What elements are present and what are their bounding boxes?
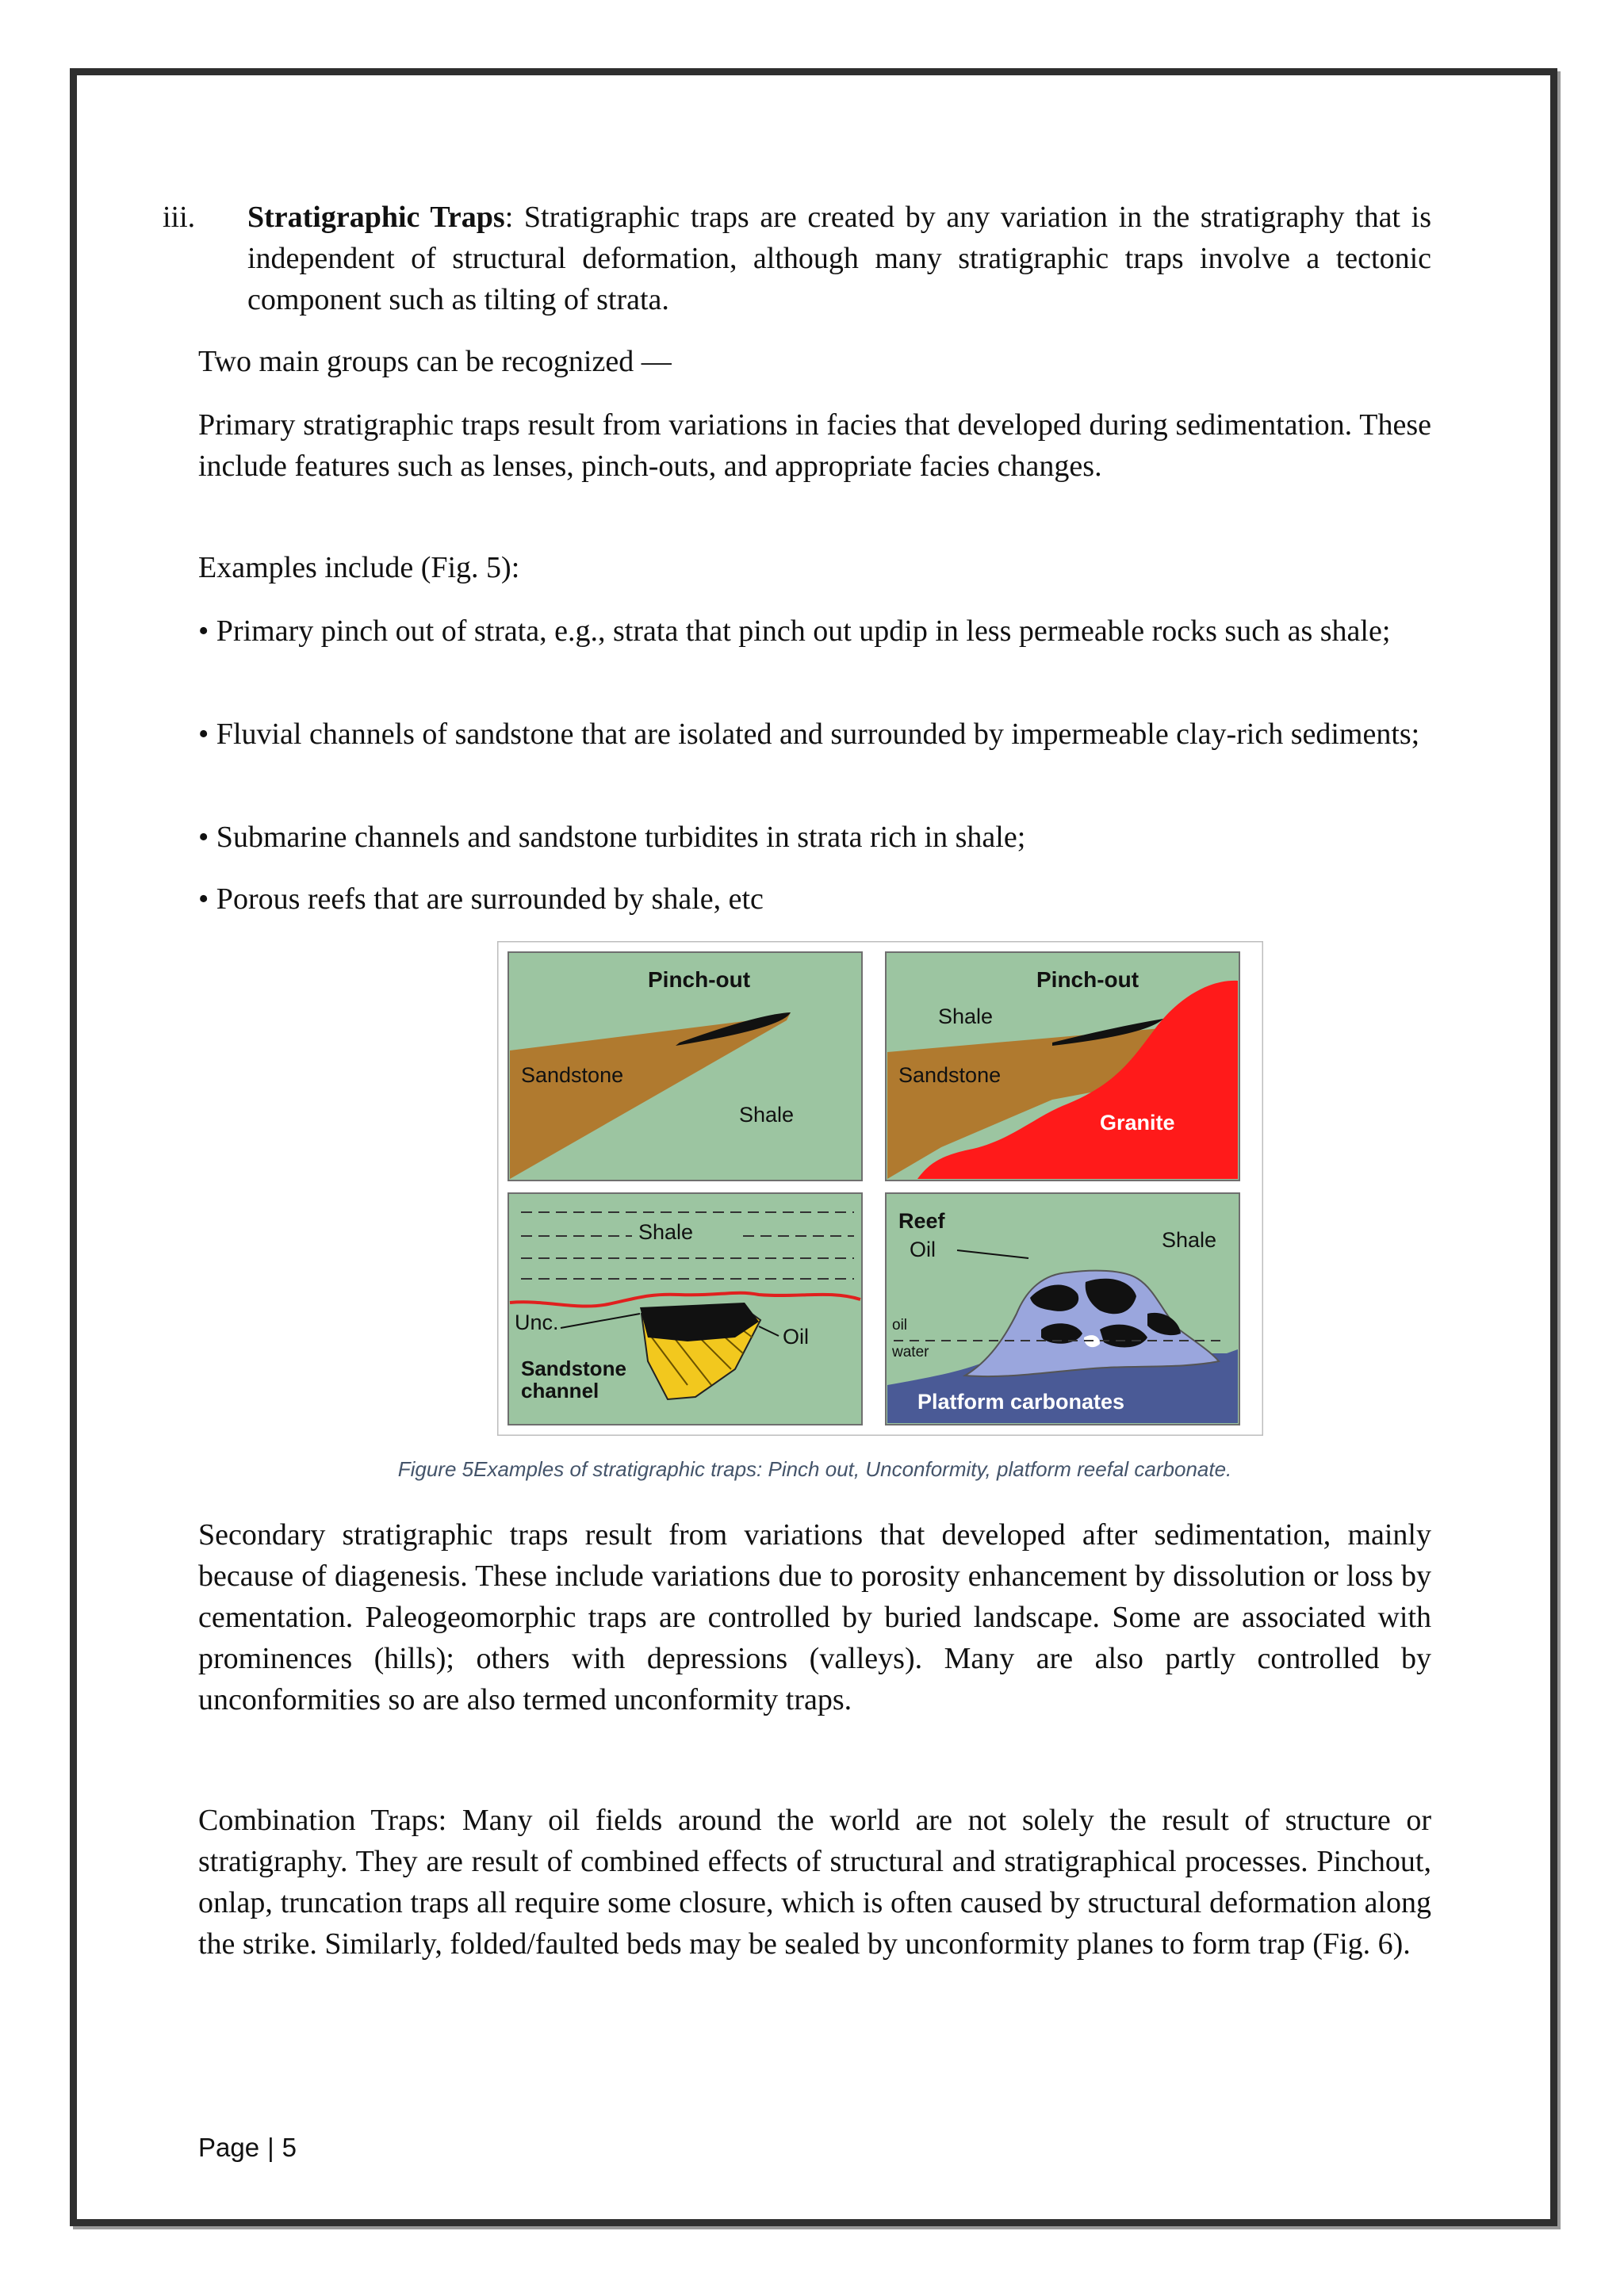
panel1-shale-label: Shale [739,1103,795,1127]
groups-paragraph: Two main groups can be recognized — [198,345,672,378]
list-item-number: iii. [163,201,196,234]
panel4-oil-contact-label: oil [892,1317,908,1334]
figure-caption: Figure 5Examples of stratigraphic traps: Pinch out, Unconformity, platform reefal carbonate. [397,1457,1232,1481]
bullet-porous-reefs: • Porous reefs that are surrounded by shale, etc [198,882,764,916]
panel2-shale-label: Shale [938,1004,994,1028]
secondary-traps-paragraph: Secondary stratigraphic traps result from variations that developed after sedimentation, mainly because of diagenesis. These include variations due to porosity enhancement by dissolution or loss by cementation. Paleogeomorphic traps are controlled by buried landscape. Some are associated with prominences (hills); others with depressions (valleys). Many are also partly controlled by unconformities so are also termed unconformity traps. [198,1518,1431,1716]
stratigraphic-traps-paragraph [247,197,1431,320]
panel2-title: Pinch-out [1036,967,1139,992]
primary-traps-paragraph: Primary stratigraphic traps result from variations in facies that developed during sedimentation. These include features such as lenses, pinch-outs, and appropriate facies changes. [198,408,1431,483]
panel3-unc-label: Unc. [515,1311,559,1334]
panel3-shale-label: Shale [638,1220,694,1244]
footer-page-label: Page [198,2133,260,2162]
panel2-granite-label: Granite [1100,1111,1175,1135]
stratigraphic-traps-heading: Stratigraphic Traps [247,201,505,234]
panel4-shale-label: Shale [1162,1228,1217,1252]
panel-pinchout-shale [508,952,862,1181]
bullet-fluvial-channels: • Fluvial channels of sandstone that are isolated and surrounded by impermeable clay-rich sediments; [198,718,1420,751]
panel3-channel-label-2: channel [521,1379,599,1402]
stratigraphic-traps-figure [497,941,1263,1436]
panel1-title: Pinch-out [648,967,751,992]
panel1-sandstone-label: Sandstone [521,1063,624,1087]
footer-page-number: 5 [282,2133,297,2162]
combination-traps-paragraph: Combination Traps: Many oil fields around the world are not solely the result of structure or stratigraphy. They are result of combined effects of structural and stratigraphical processes. Pinchout, onlap, truncation traps all require some closure, which is often caused by structural deformation along the strike. Similarly, folded/faulted beds may be sealed by unconformity planes to form trap (Fig. 6). [198,1804,1431,1961]
panel4-platform-label: Platform carbonates [917,1390,1125,1414]
panel-reef [886,1193,1239,1425]
footer-separator: | [267,2133,274,2162]
bullet-pinch-out: • Primary pinch out of strata, e.g., strata that pinch out updip in less permeable rocks such as shale; [198,614,1391,648]
examples-paragraph: Examples include (Fig. 5): [198,551,520,584]
panel4-oil-label: Oil [910,1238,936,1261]
panel4-reef-label: Reef [898,1209,945,1233]
panel3-oil-label: Oil [783,1325,809,1349]
panel-unconformity-channel [508,1193,862,1425]
panel3-channel-label-1: Sandstone [521,1357,626,1380]
stratigraphic-traps-text: : Stratigraphic traps are created by any variation in the stratigraphy that is independent of structural deformation, although many stratigraphic traps involve a tectonic component such as tilting of strata. [247,201,1431,316]
panel2-sandstone-label: Sandstone [898,1063,1002,1087]
page-footer [198,2133,297,2163]
panel-pinchout-granite [886,952,1239,1181]
panel4-water-contact-label: water [892,1344,929,1360]
bullet-submarine-channels: • Submarine channels and sandstone turbidites in strata rich in shale; [198,821,1026,854]
